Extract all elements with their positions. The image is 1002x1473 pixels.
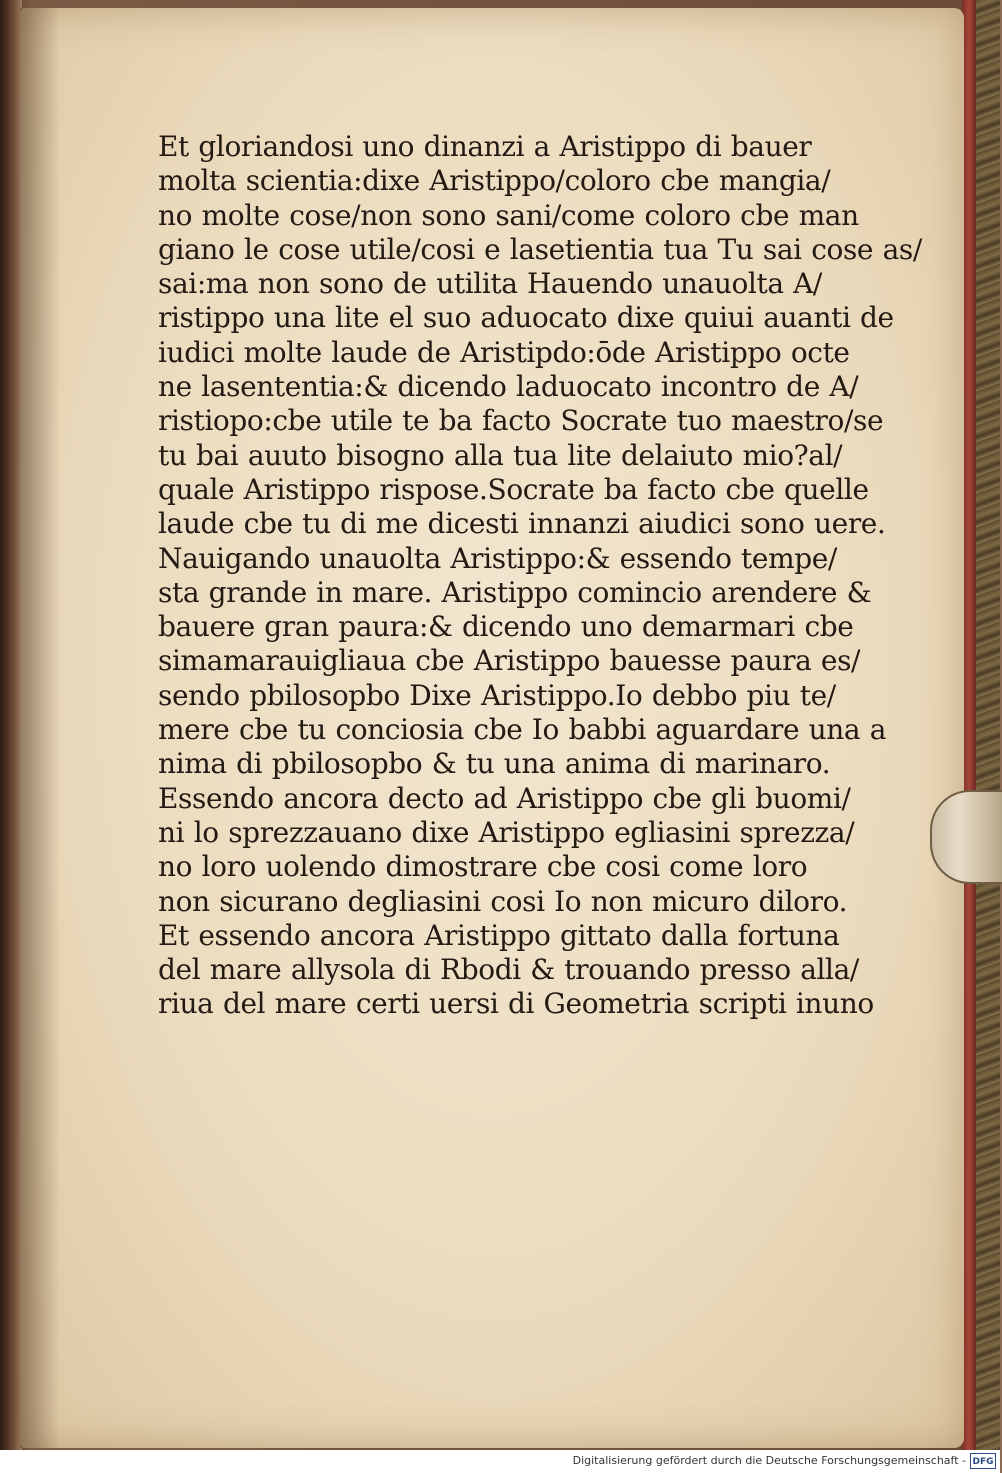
footer-bar: [0, 1450, 1000, 1473]
page-text-block: [158, 130, 922, 1022]
text-line: simamarauigliaua cbe Aristippo bauesse paura es/: [158, 644, 861, 678]
text-line: Essendo ancora decto ad Aristippo cbe gli buomi/: [158, 781, 851, 815]
text-line: Et essendo ancora Aristippo gittato dalla fortuna: [158, 918, 840, 952]
text-line: giano le cose utile/cosi e lasetientia tua Tu sai cose as/: [158, 232, 922, 266]
text-line: nima di pbilosopbo & tu una anima di marinaro.: [158, 747, 831, 781]
marbled-cover-board: [976, 0, 1000, 1450]
text-line: Nauigando unauolta Aristippo:& essendo tempe/: [158, 541, 837, 575]
text-line: bauere gran paura:& dicendo uno demarmari cbe: [158, 610, 854, 644]
text-line: ristippo una lite el suo aduocato dixe quiui auanti de: [158, 301, 894, 335]
text-line: tu bai auuto bisogno alla tua lite delaiuto mio?al/: [158, 438, 843, 472]
text-line: no loro uolendo dimostrare cbe cosi come loro: [158, 850, 808, 884]
page-clasp: [930, 790, 1002, 884]
text-line: ni lo sprezzauano dixe Aristippo egliasini sprezza/: [158, 815, 855, 849]
text-line: laude cbe tu di me dicesti innanzi aiudici sono uere.: [158, 507, 886, 541]
text-line: no molte cose/non sono sani/come coloro cbe man: [158, 198, 859, 232]
text-line: sta grande in mare. Aristippo comincio arendere &: [158, 575, 872, 609]
text-line: sai:ma non sono de utilita Hauendo unauolta A/: [158, 267, 822, 301]
text-line: non sicurano degliasini cosi Io non micuro diloro.: [158, 884, 848, 918]
text-line: ristiopo:cbe utile te ba facto Socrate tuo maestro/se: [158, 404, 884, 438]
text-line: ne lasententia:& dicendo laduocato incontro de A/: [158, 370, 859, 404]
text-line: molta scientia:dixe Aristippo/coloro cbe mangia/: [158, 164, 831, 198]
text-line: sendo pbilosopbo Dixe Aristippo.Io debbo piu te/: [158, 678, 836, 712]
text-line: quale Aristippo rispose.Socrate ba facto cbe quelle: [158, 472, 869, 506]
text-line: iudici molte laude de Aristipdo:ōde Aristippo octe: [158, 335, 850, 369]
book-binding: [0, 0, 22, 1450]
text-line: Et gloriandosi uno dinanzi a Aristippo di bauer: [158, 130, 812, 163]
dfg-logo-icon: DFG: [970, 1453, 996, 1469]
red-page-edge: [962, 0, 976, 1450]
text-line: del mare allysola di Rbodi & trouando presso alla/: [158, 953, 859, 987]
text-line: riua del mare certi uersi di Geometria scripti inuno: [158, 987, 874, 1021]
footer-credit: Digitalisierung gefördert durch die Deutsche Forschungsgemeinschaft -: [572, 1454, 966, 1467]
gutter-shadow: [20, 8, 60, 1448]
text-line: mere cbe tu conciosia cbe Io babbi aguardare una a: [158, 713, 886, 747]
